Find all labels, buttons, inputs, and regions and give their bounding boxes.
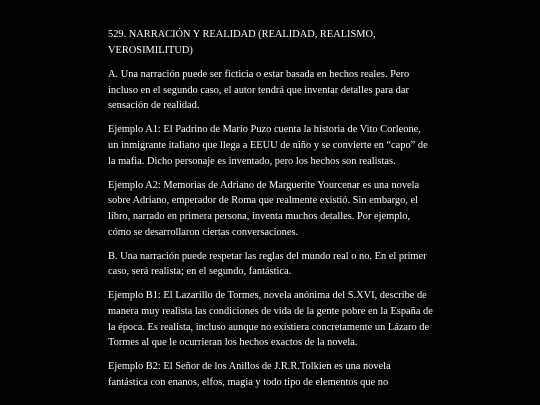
document-body (108, 27, 433, 399)
paragraph-example-b1: Ejemplo B1: El Lazarillo de Tormes, novela anónima del S.XVI, describe de manera muy realista las condiciones de vida de la gente pobre en la España de la época. Es realista, incluso aunque no existiera concretamente un Lázaro de Tormes al que le ocurrieran los hechos exactos de la novela. (108, 290, 433, 349)
section-heading: 529. NARRACIÓN Y REALIDAD (REALIDAD, REALISMO, VEROSIMILITUD) (108, 29, 376, 56)
paragraph-example-a1: Ejemplo A1: El Padrino de Mario Puzo cuenta la historia de Vito Corleone, un inmigrante italiano que llega a EEUU de niño y se convierte en “capo” de la mafia. Dicho personaje es inventado, pero los hechos son realistas. (108, 124, 428, 167)
paragraph-b: B. Una narración puede respetar las reglas del mundo real o no. En el primer caso, será realista; en el segundo, fantástica. (108, 250, 427, 278)
paragraph-example-a2: Ejemplo A2: Memorias de Adriano de Marguerite Yourcenar es una novela sobre Adriano, emperador de Roma que realmente existió. Sin embargo, el libro, narrado en primera persona, inventa muchos detalles. Por ejemplo, cómo se desarrollaron ciertas conversaciones. (108, 179, 420, 238)
paragraph-a: A. Una narración puede ser ficticia o estar basada en hechos reales. Pero incluso en el segundo caso, el autor tendrá que inventar detalles para dar sensación de realidad. (108, 69, 410, 112)
paragraph-example-b2: Ejemplo B2: El Señor de los Anillos de J.R.R.Tolkien es una novela fantástica con enanos, elfos, magia y todo tipo de elementos que no (108, 361, 391, 388)
